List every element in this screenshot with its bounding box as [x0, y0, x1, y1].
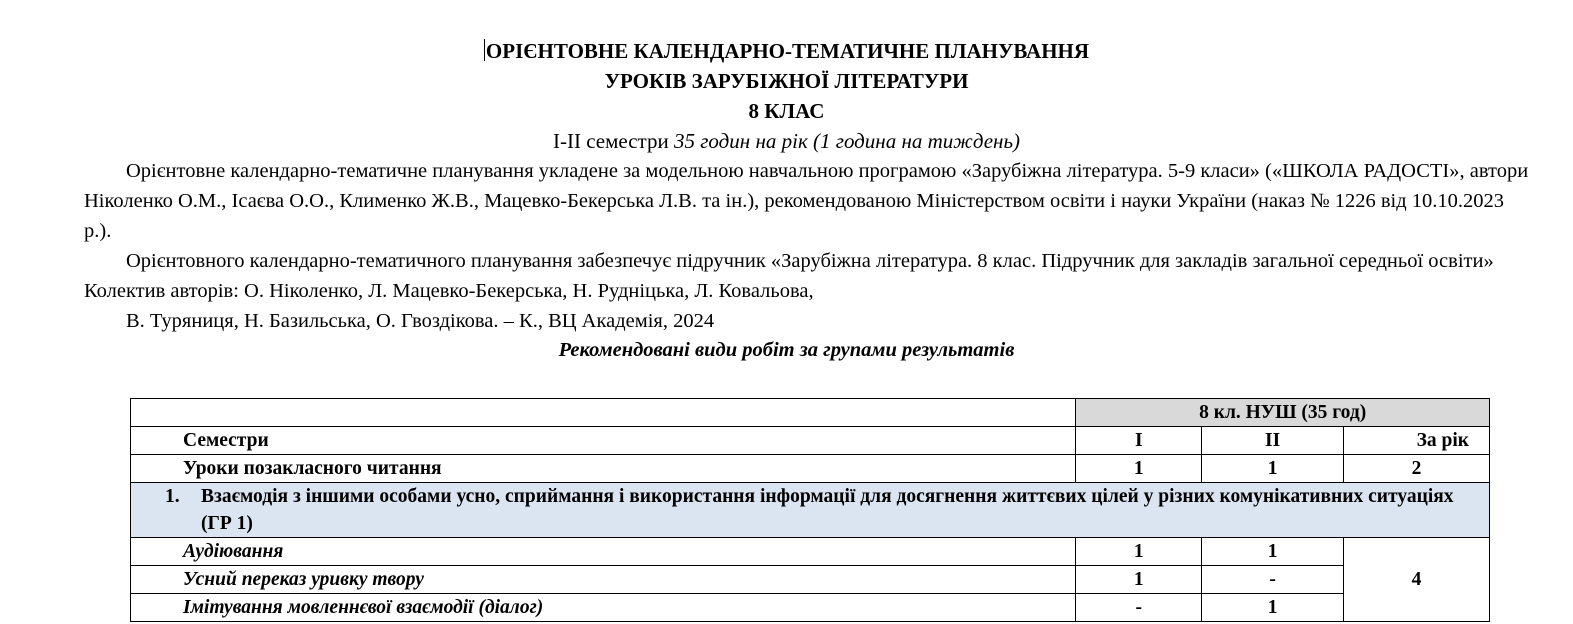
semesters-line [0, 126, 1573, 156]
group-1-header [131, 483, 1490, 538]
table-row [131, 483, 1490, 538]
intro-paragraph-1: Орієнтовне календарно-тематичне планування укладене за модельною навчальною програмою «Зарубіжна література. 5-9 класи» («ШКОЛА РАДОСТІ», автори Ніколенко О.М., Ісаєва О.О., Клименко Ж.В., Мацевко-Бекерська Л.В. та ін.), рекомендованою Міністерством освіти і науки України (наказ № 1226 від 10.10.2023 р.). [84, 160, 1529, 242]
row-sem2: 1 [1202, 538, 1344, 566]
row-label: Аудіювання [131, 538, 1076, 566]
document-title-line-1 [0, 36, 1573, 66]
document-title-line-3: 8 КЛАС [748, 99, 825, 123]
row-sem1: 1 [1076, 566, 1202, 594]
document-title-line-2: УРОКІВ ЗАРУБІЖНОЇ ЛІТЕРАТУРИ [604, 69, 969, 93]
semester-2-header: ІІ [1202, 427, 1344, 455]
reading-year: 2 [1344, 455, 1490, 483]
table-row [131, 455, 1490, 483]
row-sem2: 1 [1202, 594, 1344, 622]
work-types-table [130, 398, 1490, 622]
row-sem2: - [1202, 566, 1344, 594]
text-cursor [484, 39, 485, 61]
table-row [131, 594, 1490, 622]
year-header: За рік [1344, 427, 1490, 455]
table-row [131, 399, 1490, 427]
table-row [131, 427, 1490, 455]
group-1-text: Взаємодія з іншими особами усно, сприймання і використання інформації для досягнення життєвих цілей у різних комунікативних ситуаціях (ГР 1) [201, 486, 1454, 534]
table-row [131, 566, 1490, 594]
semester-1-header: І [1076, 427, 1202, 455]
group-1-number: 1. [165, 486, 180, 507]
intro-paragraph-2: Орієнтовного календарно-тематичного планування забезпечує підручник «Зарубіжна література. 8 клас. Підручник для закладів загальної середньої освіти» Колектив авторів: О. Ніколенко, Л. Мацевко-Бекерська, Н. Рудніцька, Л. Ковальова, [84, 250, 1494, 302]
reading-sem1: 1 [1076, 455, 1202, 483]
semesters-label: Семестри [131, 427, 1076, 455]
row-label: Імітування мовленнєвої взаємодії (діалог) [131, 594, 1076, 622]
semesters-italic: 35 годин на рік (1 година на тиждень) [673, 129, 1021, 153]
intro-paragraph-2-line-3: В. Туряниця, Н. Базильська, О. Гвоздікова. – К., ВЦ Академія, 2024 [126, 310, 715, 332]
reading-lessons-label: Уроки позакласного читання [131, 455, 1076, 483]
row-sem1: 1 [1076, 538, 1202, 566]
table-row [131, 538, 1490, 566]
row-sem1: - [1076, 594, 1202, 622]
reading-sem2: 1 [1202, 455, 1344, 483]
title-line-1-text: ОРІЄНТОВНЕ КАЛЕНДАРНО-ТЕМАТИЧНЕ ПЛАНУВАННЯ [485, 39, 1090, 63]
document-page [0, 36, 1573, 624]
semesters-plain: І-ІІ семестри [552, 129, 674, 153]
grade-header: 8 кл. НУШ (35 год) [1076, 399, 1490, 427]
row-label: Усний переказ уривку твору [131, 566, 1076, 594]
table-caption: Рекомендовані види робіт за групами результатів [558, 339, 1015, 361]
header-empty-cell [131, 399, 1076, 427]
group-1-year-total: 4 [1344, 538, 1490, 622]
